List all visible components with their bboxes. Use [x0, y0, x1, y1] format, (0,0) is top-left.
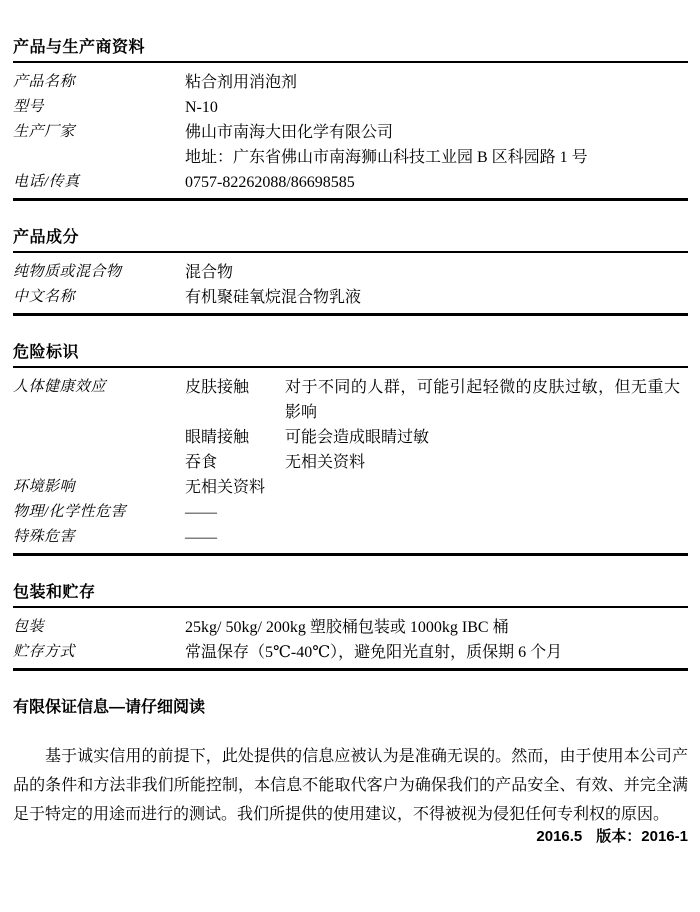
footer-date: 2016.5 — [536, 828, 583, 845]
section-title-packaging: 包装和贮存 — [13, 583, 688, 608]
field-row-address — [13, 145, 688, 170]
hazard-row-environment — [13, 475, 688, 500]
field-row-packaging — [13, 615, 688, 640]
document-footer — [536, 825, 688, 846]
section-product-info — [13, 38, 688, 201]
hazard-sub-label: 吞食 — [185, 454, 218, 471]
section-composition — [13, 228, 688, 316]
section-title-warranty: 有限保证信息—请仔细阅读 — [13, 699, 206, 716]
field-label: 中文名称 — [13, 289, 76, 305]
field-row-substance-type — [13, 260, 688, 285]
field-label: 生产厂家 — [13, 124, 76, 140]
field-label: 电话/传真 — [13, 174, 80, 190]
field-label: 产品名称 — [13, 74, 76, 90]
field-label: 型号 — [13, 99, 45, 115]
field-value: 粘合剂用消泡剂 — [185, 74, 298, 91]
section-body-hazard — [13, 368, 688, 556]
field-label: 贮存方式 — [13, 644, 76, 660]
section-title-hazard: 危险标识 — [13, 343, 688, 368]
field-value: N-10 — [185, 99, 218, 116]
field-row-storage — [13, 640, 688, 665]
hazard-row-special — [13, 525, 688, 550]
field-value: 佛山市南海大田化学有限公司 — [185, 124, 394, 141]
field-row-phone-fax — [13, 170, 688, 195]
hazard-description: 对于不同的人群，可能引起轻微的皮肤过敏，但无重大影响 — [285, 379, 680, 421]
field-label: 包装 — [13, 619, 45, 635]
field-value: 常温保存（5℃-40℃），避免阳光直射，质保期 6 个月 — [185, 644, 563, 661]
field-label: 纯物质或混合物 — [13, 264, 122, 280]
footer-version: 版本：2016-1 — [596, 828, 688, 845]
hazard-sub-label: 眼睛接触 — [185, 429, 250, 446]
section-body-product-info — [13, 63, 688, 201]
section-warranty — [13, 698, 688, 829]
field-row-manufacturer — [13, 120, 688, 145]
hazard-row-ingestion — [13, 450, 688, 475]
field-label: 物理/化学性危害 — [13, 504, 127, 520]
hazard-description: 可能会造成眼睛过敏 — [285, 429, 430, 446]
section-title-composition: 产品成分 — [13, 228, 688, 253]
field-row-model — [13, 95, 688, 120]
field-label: 人体健康效应 — [13, 379, 107, 395]
field-value: —— — [185, 529, 217, 546]
hazard-sub-label: 皮肤接触 — [185, 379, 250, 396]
field-label: 特殊危害 — [13, 529, 76, 545]
field-value: 无相关资料 — [185, 479, 266, 496]
section-title-product-info: 产品与生产商资料 — [13, 38, 688, 63]
hazard-row-physical-chemical — [13, 500, 688, 525]
section-body-packaging — [13, 608, 688, 671]
field-value: 0757-82262088/86698585 — [185, 174, 355, 191]
field-value: 25kg/ 50kg/ 200kg 塑胶桶包装或 1000kg IBC 桶 — [185, 619, 509, 636]
hazard-row-eye-contact — [13, 425, 688, 450]
field-label: 环境影响 — [13, 479, 76, 495]
section-packaging — [13, 583, 688, 671]
warranty-paragraph: 基于诚实信用的前提下，此处提供的信息应被认为是准确无误的。然而，由于使用本公司产品的条件和方法非我们所能控制，本信息不能取代客户为确保我们的产品安全、有效、并完全满足于特定的用途而进行的测试。我们所提供的使用建议，不得被视为侵犯任何专利权的原因。 — [13, 748, 688, 823]
field-value: 混合物 — [185, 264, 234, 281]
field-value: —— — [185, 504, 217, 521]
field-row-product-name — [13, 70, 688, 95]
section-body-composition — [13, 253, 688, 316]
hazard-description: 无相关资料 — [285, 454, 366, 471]
field-value: 有机聚硅氧烷混合物乳液 — [185, 289, 362, 306]
hazard-row-skin-contact — [13, 375, 688, 425]
field-value: 地址：广东省佛山市南海狮山科技工业园 B 区科园路 1 号 — [185, 149, 588, 166]
section-hazard — [13, 343, 688, 556]
field-row-chinese-name — [13, 285, 688, 310]
